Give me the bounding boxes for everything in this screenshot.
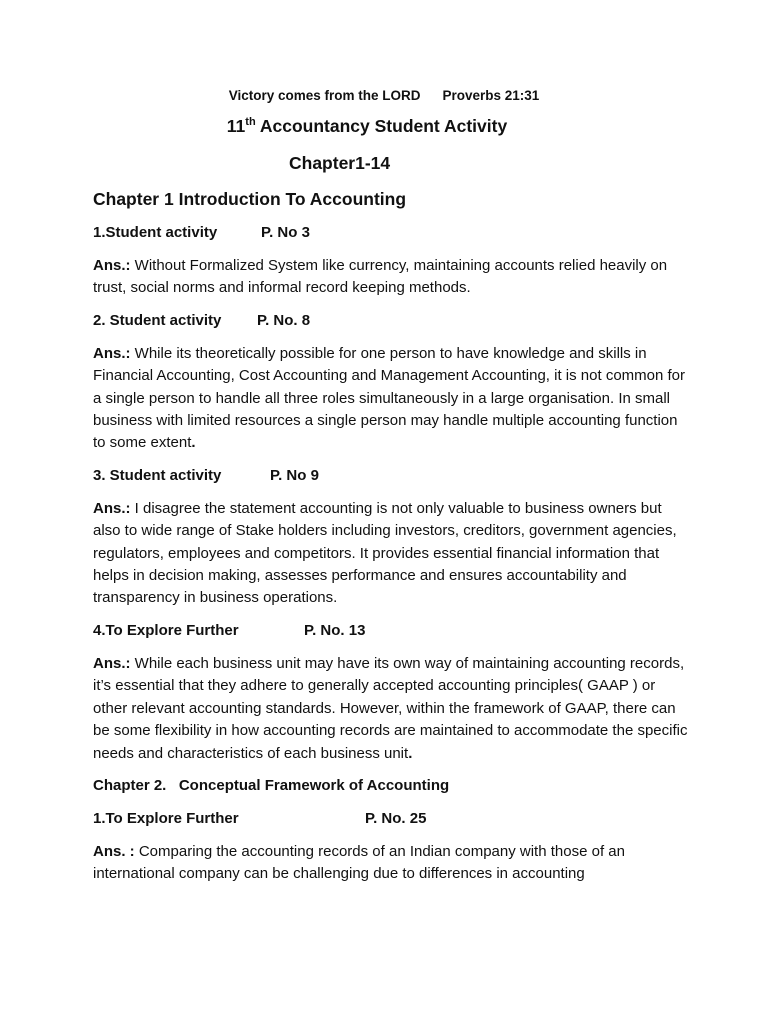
activity-heading	[93, 621, 688, 641]
answer-end: .	[408, 744, 413, 762]
answer-text: I disagree the statement accounting is not only valuable to business owners but also to wide range of Stake holders including investors, creditors, government agencies, regulators, employees and competitors. It provides essential financial information that helps in decision making, assesses performance and ensures accountability and transparency in business operations.	[93, 499, 677, 607]
answer-paragraph	[93, 498, 688, 610]
answer-label: Ans.:	[93, 654, 131, 672]
activity-heading	[93, 311, 688, 331]
document-subtitle: Chapter1-14	[289, 153, 391, 173]
activity-label: 4.To Explore Further	[93, 621, 239, 639]
answer-paragraph	[93, 653, 688, 765]
answer-end: .	[191, 434, 196, 452]
answer-label: Ans. :	[93, 842, 135, 860]
document-title	[0, 116, 734, 137]
activity-label: 2. Student activity	[93, 311, 222, 329]
chapter-2-heading: Chapter 2. Conceptual Framework of Accounting	[93, 776, 450, 794]
activity-label: 1.To Explore Further	[93, 809, 239, 827]
answer-paragraph	[93, 343, 688, 455]
answer-paragraph	[93, 255, 688, 300]
answer-label: Ans.:	[93, 499, 131, 517]
activity-page: P. No 9	[270, 466, 319, 484]
activity-page: P. No 3	[261, 224, 310, 241]
activity-heading	[93, 809, 688, 829]
activity-page: P. No. 25	[365, 809, 427, 827]
title-number: 11	[226, 116, 246, 136]
answer-label: Ans.:	[93, 344, 131, 362]
answer-label: Ans.:	[93, 257, 131, 274]
document-content	[93, 187, 688, 897]
motto-text: Victory comes from the LORD	[228, 88, 421, 103]
answer-text: Comparing the accounting records of an Indian company with those of an international company can be challenging due to differences in accounting	[93, 842, 625, 883]
activity-label: 3. Student activity	[93, 466, 222, 484]
answer-text: Without Formalized System like currency, maintaining accounts relied heavily on trust, social norms and informal record keeping methods.	[93, 257, 668, 297]
activity-page: P. No. 8	[257, 311, 311, 329]
answer-paragraph	[93, 841, 688, 886]
verse-reference: Proverbs 21:31	[442, 88, 540, 103]
activity-label: 1.Student activity	[93, 224, 218, 241]
title-text: Accountancy Student Activity	[255, 116, 508, 136]
answer-text: While each business unit may have its own way of maintaining accounting records, it’s essential that they adhere to generally accepted accounting principles( GAAP ) or other relevant accounting standards. However, within the framework of GAAP, there can be some flexibility in how accounting records are maintained to accommodate the specific needs and characteristics of each business unit	[93, 654, 688, 762]
motto-line	[0, 88, 768, 103]
chapter-1-heading: Chapter 1 Introduction To Accounting	[93, 189, 407, 209]
answer-text: While its theoretically possible for one person to have knowledge and skills in Financial Accounting, Cost Accounting and Management Accounting, it is not common for a single person to handle all three roles simultaneously in a large organisation. In small business with limited resources a single person may handle multiple accounting function to some extent	[93, 344, 686, 452]
activity-heading	[93, 223, 688, 243]
title-superscript: th	[245, 116, 256, 129]
activity-page: P. No. 13	[304, 621, 366, 639]
activity-heading	[93, 466, 688, 486]
